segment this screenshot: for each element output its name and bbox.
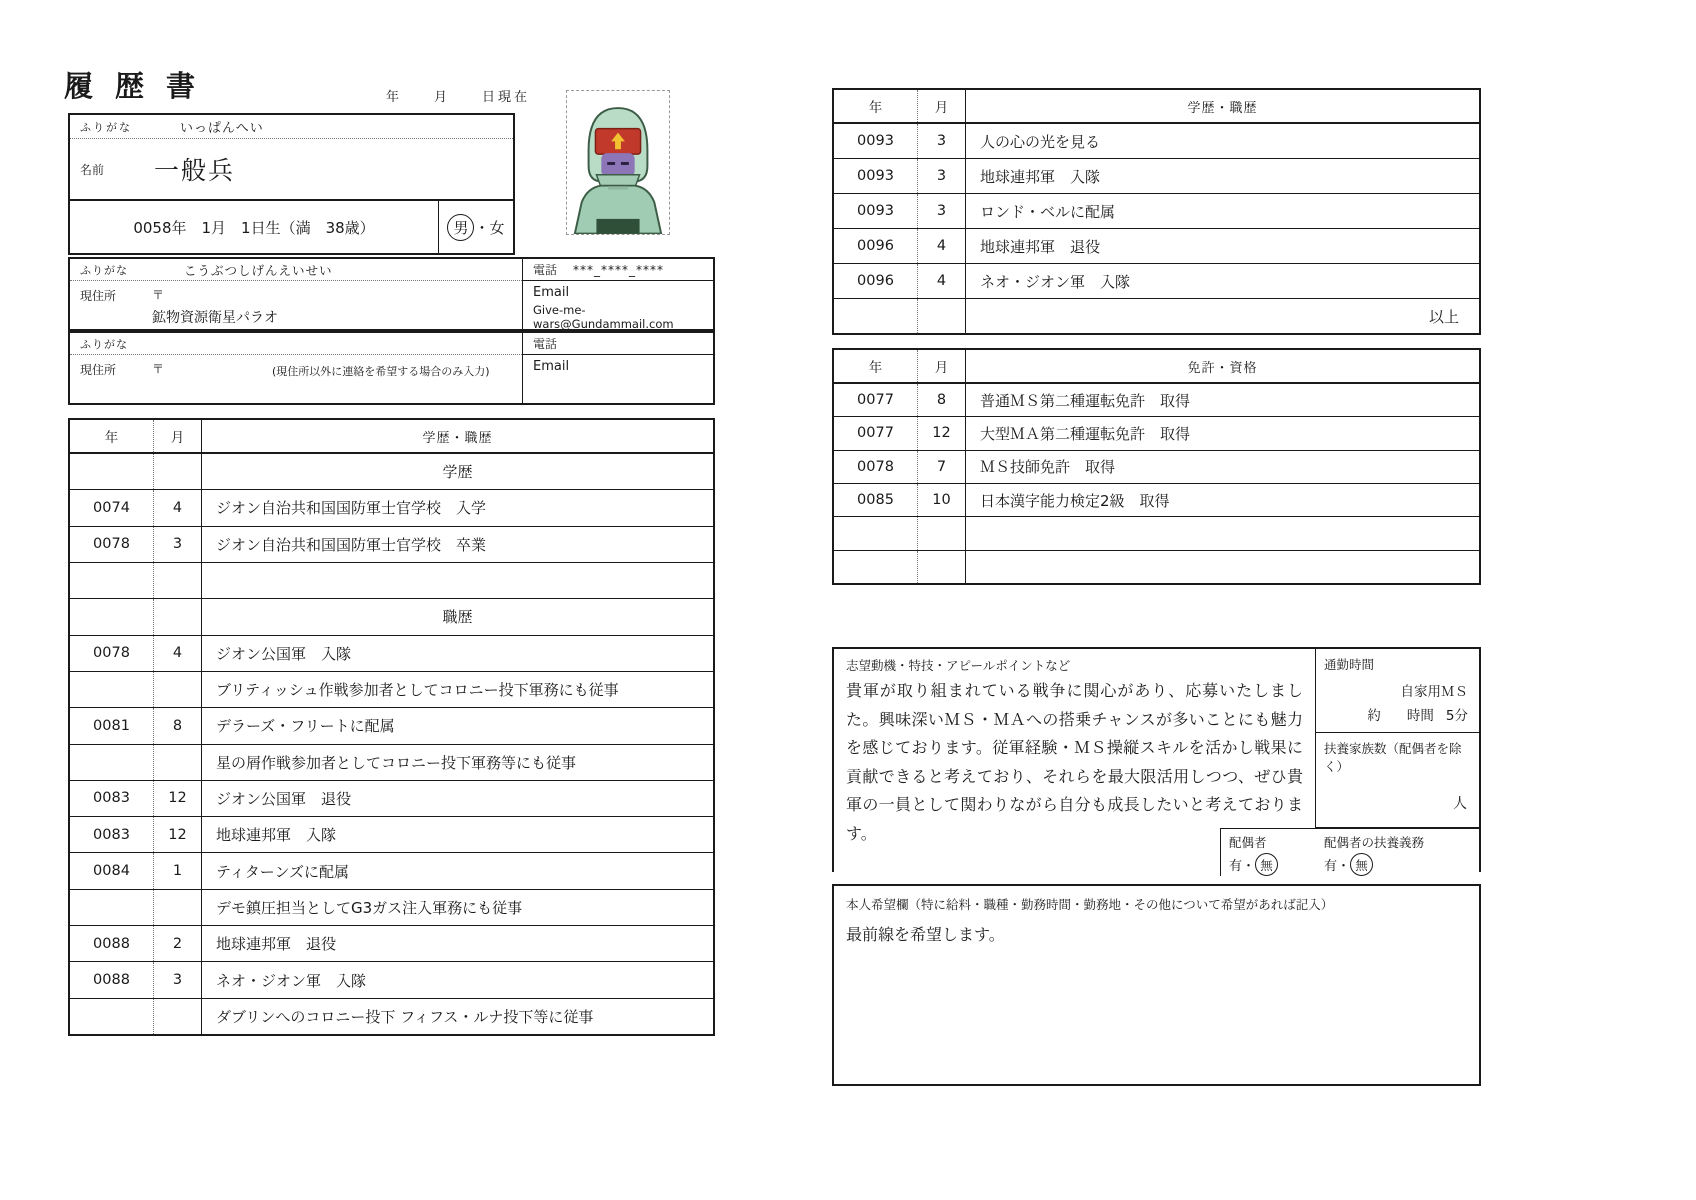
- table-row: [70, 526, 713, 562]
- table-row: [834, 193, 1479, 228]
- cell-text: [965, 551, 1479, 583]
- header-year: 年: [868, 360, 883, 376]
- table-row: [834, 550, 1479, 583]
- table-row: [70, 598, 713, 634]
- cell-year: 0083: [93, 826, 130, 843]
- table-row: [70, 961, 713, 997]
- cell-month: 3: [917, 159, 965, 193]
- cell-year: [70, 999, 153, 1034]
- cell-text: ネオ・ジオン軍 入隊: [201, 962, 713, 997]
- commute-vehicle: 自家用ＭＳ: [1400, 684, 1468, 700]
- table-body: [834, 124, 1479, 333]
- cell-year: 0088: [93, 972, 130, 989]
- cell-text: [201, 563, 713, 598]
- header-subject: 学歴・職歴: [965, 90, 1479, 122]
- table-row: [834, 416, 1479, 449]
- cell-month: 2: [153, 926, 201, 961]
- cell-text: デラーズ・フリートに配属: [201, 708, 713, 743]
- cell-text: ロンド・ベルに配属: [965, 194, 1479, 228]
- header-year: 年: [104, 430, 119, 446]
- cell-month: 3: [153, 527, 201, 562]
- cell-month: [153, 745, 201, 780]
- cell-text: 大型ＭＡ第二種運転免許 取得: [965, 417, 1479, 449]
- table-row: [70, 707, 713, 743]
- cell-text: 地球連邦軍 入隊: [201, 817, 713, 852]
- page-title: 履歴書: [64, 69, 218, 103]
- table-row: [834, 263, 1479, 298]
- birth-date: 0058年 1月 1日生（満 38歳）: [133, 218, 375, 237]
- spouse-support-yes: 有: [1324, 859, 1338, 874]
- contact-box-primary: [68, 257, 715, 331]
- spouse-yes: 有: [1229, 859, 1243, 874]
- cell-month: [153, 890, 201, 925]
- dependents-unit: 人: [1453, 796, 1467, 812]
- cell-month: 8: [917, 384, 965, 416]
- table-row: [70, 562, 713, 598]
- header-subject: 免許・資格: [965, 350, 1479, 382]
- table-row: [70, 489, 713, 525]
- cell-text: デモ鎮圧担当としてG3ガス注入軍務にも従事: [201, 890, 713, 925]
- motivation-label: 志望動機・特技・アピールポイントなど: [846, 658, 1071, 673]
- cell-text: ジオン自治共和国国防軍士官学校 卒業: [201, 527, 713, 562]
- email-label: Email: [533, 359, 570, 374]
- cell-month: 3: [153, 962, 201, 997]
- cell-year: 0078: [93, 536, 130, 553]
- cell-text: 地球連邦軍 入隊: [965, 159, 1479, 193]
- commute-approx: 約: [1367, 708, 1381, 724]
- personal-wishes-box: [832, 884, 1481, 1086]
- gender-female: 女: [489, 218, 505, 237]
- postal-mark: 〒: [152, 288, 165, 302]
- header-month: 月: [917, 90, 965, 122]
- cell-text: 学歴: [201, 454, 713, 489]
- address-furigana-row: [70, 259, 522, 281]
- name-row: [70, 139, 513, 201]
- email-value: Give-me-wars@Gundammail.com: [533, 303, 674, 331]
- furigana-row: [70, 115, 513, 139]
- cell-year: [70, 745, 153, 780]
- cell-month: [153, 999, 201, 1034]
- cell-month: [917, 299, 965, 333]
- header-year: 年: [868, 100, 883, 116]
- cell-year: 0077: [857, 425, 894, 442]
- cell-year: [70, 890, 153, 925]
- cell-year: 0084: [93, 863, 130, 880]
- address-area: [70, 259, 522, 329]
- soldier-portrait-illustration: [567, 91, 669, 234]
- cell-year: [70, 563, 153, 598]
- cell-year: 0083: [93, 790, 130, 807]
- commute-unit: 時間: [1406, 708, 1434, 724]
- commute-value: 5分: [1445, 708, 1468, 724]
- commute-time-cell: [1316, 649, 1479, 733]
- wishes-label: 本人希望欄（特に給料・職種・勤務時間・勤務地・その他について希望があれば記入）: [846, 897, 1334, 912]
- cell-year: 0081: [93, 717, 130, 734]
- cell-text: 日本漢字能力検定2級 取得: [965, 484, 1479, 516]
- cell-text: ジオン公国軍 入隊: [201, 636, 713, 671]
- spouse-support-label: 配偶者の扶養義務: [1324, 835, 1425, 850]
- cell-month: [153, 599, 201, 634]
- table-row: [70, 889, 713, 925]
- address-label: 現住所: [80, 363, 117, 377]
- cell-text: 人の心の光を見る: [965, 124, 1479, 158]
- cell-year: [70, 672, 153, 707]
- spouse-no-circled: 無: [1255, 853, 1278, 876]
- table-row: [70, 454, 713, 489]
- cell-year: [70, 599, 153, 634]
- table-row: [70, 671, 713, 707]
- table-row: [834, 298, 1479, 333]
- cell-year: 0077: [857, 392, 894, 409]
- cell-month: 1: [153, 853, 201, 888]
- furigana-label: ふりがな: [80, 263, 128, 277]
- table-row: [70, 998, 713, 1034]
- cell-text: 地球連邦軍 退役: [201, 926, 713, 961]
- motivation-and-info-box: [832, 647, 1481, 872]
- furigana-label: ふりがな: [80, 120, 132, 134]
- spouse-options: [1229, 853, 1308, 876]
- table-header: [70, 420, 713, 454]
- header-month: 月: [917, 350, 965, 382]
- spouse-support-no-circled: 無: [1350, 853, 1373, 876]
- cell-year: 0093: [857, 203, 894, 219]
- table-body: [834, 384, 1479, 583]
- table-row: [70, 744, 713, 780]
- phone-label: 電話: [533, 337, 558, 351]
- email-row: [523, 281, 713, 331]
- table-row: [834, 124, 1479, 158]
- cell-month: 7: [917, 451, 965, 483]
- address-furigana-row: [70, 333, 522, 355]
- phone-value: ***_****_****: [573, 262, 665, 277]
- furigana-label: ふりがな: [80, 337, 128, 351]
- cell-text: 星の屑作戦参加者としてコロニー投下軍務等にも従事: [201, 745, 713, 780]
- spouse-support-separator: ・: [1337, 859, 1351, 874]
- address-value-block: [152, 286, 522, 327]
- cell-text: ダブリンへのコロニー投下 フィフス・ルナ投下等に従事: [201, 999, 713, 1034]
- cell-year: 0088: [93, 935, 130, 952]
- cell-year: [70, 454, 153, 489]
- cell-text: 普通ＭＳ第二種運転免許 取得: [965, 384, 1479, 416]
- cell-month: 12: [917, 417, 965, 449]
- cell-month: 4: [153, 490, 201, 525]
- commute-time: [1324, 704, 1471, 724]
- phone-row: [523, 259, 713, 281]
- contact-box-secondary: [68, 331, 715, 405]
- phone-email-area: [522, 333, 713, 403]
- name-box: [68, 113, 515, 255]
- cell-year: 0093: [857, 133, 894, 149]
- gender-separator: ・: [474, 218, 490, 237]
- gender-cell: [438, 201, 513, 253]
- table-header: [834, 90, 1479, 124]
- phone-row: [523, 333, 713, 355]
- applicant-photo: [566, 90, 670, 235]
- cell-year: 0085: [857, 492, 894, 509]
- phone-label: 電話: [533, 263, 558, 277]
- wishes-text: 最前線を希望します。: [846, 925, 1005, 944]
- motivation-text: 貴軍が取り組まれている戦争に関心があり、応募いたしました。興味深いＭＳ・ＭＡへの搭乗チャンスが多いことにも魅力を感じております。従軍経験・ＭＳ操縦スキルを活かし戦果に貢献できると考えており、それらを最大限活用しつつ、ぜひ貴軍の一員として関わりながら自分も成長したいと考えております。: [846, 681, 1303, 843]
- address-area: [70, 333, 522, 403]
- cell-text: 以上: [965, 299, 1479, 333]
- table-row: [70, 852, 713, 888]
- table-row: [70, 816, 713, 852]
- postal-mark: 〒: [152, 362, 165, 376]
- history-table-right: [832, 88, 1481, 335]
- address-row: [70, 355, 522, 403]
- address-row: [70, 281, 522, 329]
- cell-month: 4: [917, 229, 965, 263]
- date-current-note: 年 月 日現在: [386, 90, 531, 105]
- cell-text: ネオ・ジオン軍 入隊: [965, 264, 1479, 298]
- gender-male-circled: 男: [447, 214, 474, 241]
- table-row: [834, 228, 1479, 263]
- cell-month: [153, 563, 201, 598]
- history-table-left: [68, 418, 715, 1036]
- cell-text: ＭＳ技師免許 取得: [965, 451, 1479, 483]
- cell-month: [917, 517, 965, 549]
- cell-month: 4: [153, 636, 201, 671]
- table-row: [70, 780, 713, 816]
- table-row: [834, 483, 1479, 516]
- email-row: [523, 355, 713, 403]
- address-furigana-value: こうぶつしげんえいせい: [184, 262, 333, 278]
- cell-month: 8: [153, 708, 201, 743]
- table-row: [70, 635, 713, 671]
- cell-month: 3: [917, 194, 965, 228]
- spouse-cell: [1220, 828, 1316, 876]
- cell-year: 0078: [857, 458, 894, 475]
- cell-text: 地球連邦軍 退役: [965, 229, 1479, 263]
- cell-text: ブリティッシュ作戦参加者としてコロニー投下軍務にも従事: [201, 672, 713, 707]
- cell-year: 0074: [93, 499, 130, 516]
- address-value: 鉱物資源衛星パラオ: [152, 310, 278, 326]
- cell-year: [834, 299, 917, 333]
- commute-label: 通勤時間: [1324, 657, 1375, 672]
- cell-text: ジオン公国軍 退役: [201, 781, 713, 816]
- cell-text: [965, 517, 1479, 549]
- dependents-label: 扶養家族数（配偶者を除く）: [1324, 741, 1462, 774]
- cell-year: 0096: [857, 273, 894, 289]
- table-row: [834, 516, 1479, 549]
- table-row: [834, 450, 1479, 483]
- spouse-separator: ・: [1242, 859, 1256, 874]
- table-row: [834, 384, 1479, 416]
- furigana-value: いっぱんへい: [180, 121, 264, 136]
- phone-email-area: [522, 259, 713, 329]
- spouse-support-cell: [1316, 828, 1479, 876]
- birth-row: [70, 201, 513, 253]
- cell-month: [153, 672, 201, 707]
- table-header: [834, 350, 1479, 384]
- cell-year: 0078: [93, 645, 130, 662]
- email-label: Email: [533, 285, 570, 300]
- table-row: [70, 925, 713, 961]
- cell-month: [153, 454, 201, 489]
- licenses-table: [832, 348, 1481, 585]
- dependents-cell: [1316, 733, 1479, 828]
- secondary-address-note: (現住所以外に連絡を希望する場合のみ入力): [272, 365, 490, 378]
- header-month: 月: [153, 420, 201, 452]
- spouse-support-options: [1324, 853, 1471, 876]
- cell-month: 4: [917, 264, 965, 298]
- table-row: [834, 158, 1479, 193]
- cell-year: [834, 551, 917, 583]
- cell-text: ジオン自治共和国国防軍士官学校 入学: [201, 490, 713, 525]
- cell-text: ティターンズに配属: [201, 853, 713, 888]
- spouse-label: 配偶者: [1229, 835, 1267, 850]
- cell-text: 職歴: [201, 599, 713, 634]
- cell-year: 0096: [857, 238, 894, 254]
- cell-month: 12: [153, 781, 201, 816]
- cell-month: 12: [153, 817, 201, 852]
- cell-month: 10: [917, 484, 965, 516]
- cell-year: 0093: [857, 168, 894, 184]
- table-body: [70, 454, 713, 1034]
- header-subject: 学歴・職歴: [201, 420, 713, 452]
- address-label: 現住所: [80, 289, 117, 303]
- cell-year: [834, 517, 917, 549]
- name-label: 名前: [80, 162, 105, 177]
- cell-month: [917, 551, 965, 583]
- cell-month: 3: [917, 124, 965, 158]
- name-value: 一般兵: [154, 156, 236, 185]
